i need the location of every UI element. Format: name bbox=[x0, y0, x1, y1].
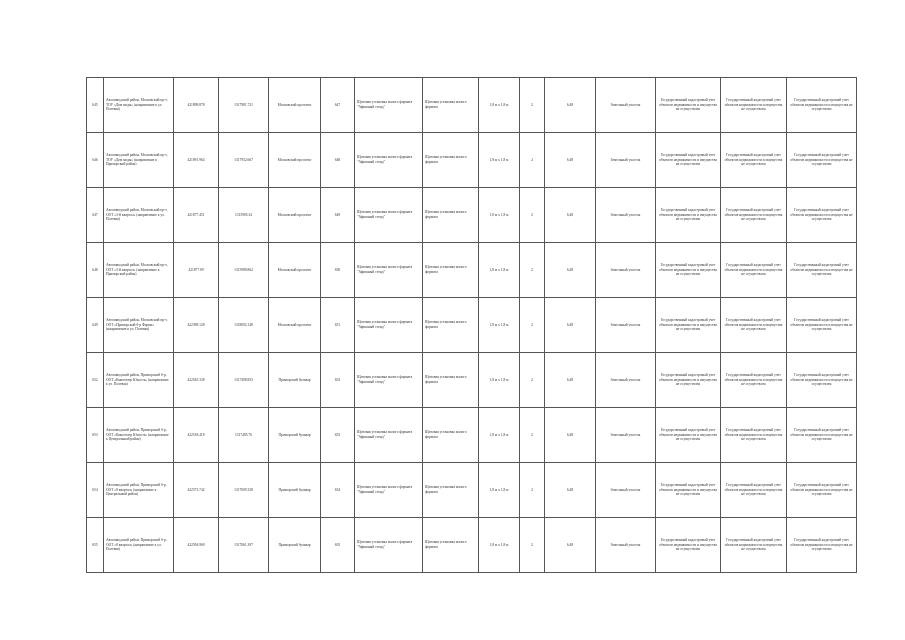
coord-x-cell: 421877.451 bbox=[174, 188, 219, 243]
coord-y-cell: 1317009.338 bbox=[219, 463, 269, 518]
construction-type-cell: Щитовая установка малого формата bbox=[423, 518, 479, 573]
construction-type-cell: Щитовая установка малого формата bbox=[423, 298, 479, 353]
construction-format-cell: Щитовая установка малого формата "Афишный стенд" bbox=[355, 353, 423, 408]
street-cell: Московский проспект bbox=[269, 188, 321, 243]
construction-type-cell: Щитовая установка малого формата bbox=[423, 78, 479, 133]
size-cell: 1,8 м х 1,8 м bbox=[479, 78, 520, 133]
area-cell: 6,48 bbox=[545, 463, 596, 518]
size-cell: 1,8 м х 1,8 м bbox=[479, 463, 520, 518]
address-cell: Автозаводский район, Московский пр-т, ООТ «Приморский б-р Фарма» (направление к ул. Полевая) bbox=[104, 298, 174, 353]
cadastral-note-1-cell: Государственный кадастровый учет объектов недвижимости и имущества не осуществлен bbox=[656, 78, 721, 133]
cadastral-note-2-cell: Государственный кадастровый учет объектов недвижимости и имущества не осуществлен bbox=[721, 298, 787, 353]
object-id-cell: 655 bbox=[321, 518, 355, 573]
address-cell: Автозаводский район, Московский пр-т, ООТ «3-й квартал» (направление к ул. Полевая) bbox=[104, 188, 174, 243]
area-cell: 6,48 bbox=[545, 298, 596, 353]
land-status-cell: Земельный участок bbox=[596, 133, 656, 188]
registry-table bbox=[86, 77, 857, 573]
table-row bbox=[87, 243, 857, 298]
street-cell: Московский проспект bbox=[269, 133, 321, 188]
size-cell: 1,8 м х 1,8 м bbox=[479, 298, 520, 353]
table-row bbox=[87, 78, 857, 133]
coord-x-cell: 421891.964 bbox=[174, 133, 219, 188]
coord-y-cell: 1317485.76 bbox=[219, 408, 269, 463]
object-id-cell: 651 bbox=[321, 298, 355, 353]
row-number: 648 bbox=[87, 243, 104, 298]
sides-count-cell: 2 bbox=[520, 78, 545, 133]
street-cell: Приморский бульвар bbox=[269, 463, 321, 518]
street-cell: Приморский бульвар bbox=[269, 353, 321, 408]
area-cell: 6,48 bbox=[545, 133, 596, 188]
table-row bbox=[87, 133, 857, 188]
cadastral-note-2-cell: Государственный кадастровый учет объектов недвижимости и имущества не осуществлен bbox=[721, 78, 787, 133]
cadastral-note-3-cell: Государственный кадастровый учет объектов недвижимости и имущества не осуществлен bbox=[787, 463, 857, 518]
coord-x-cell: 422545.338 bbox=[174, 353, 219, 408]
cadastral-note-3-cell: Государственный кадастровый учет объектов недвижимости и имущества не осуществлен bbox=[787, 518, 857, 573]
table-body bbox=[87, 78, 857, 573]
construction-type-cell: Щитовая установка малого формата bbox=[423, 353, 479, 408]
cadastral-note-3-cell: Государственный кадастровый учет объектов недвижимости и имущества не осуществлен bbox=[787, 78, 857, 133]
row-number: 653 bbox=[87, 408, 104, 463]
sides-count-cell: 2 bbox=[520, 463, 545, 518]
land-status-cell: Земельный участок bbox=[596, 188, 656, 243]
cadastral-note-3-cell: Государственный кадастровый учет объектов недвижимости и имущества не осуществлен bbox=[787, 408, 857, 463]
cadastral-note-2-cell: Государственный кадастровый учет объектов недвижимости и имущества не осуществлен bbox=[721, 243, 787, 298]
address-cell: Автозаводский район, Московский пр-т, ТОУ «Дом моды» (направление к ул. Полевая) bbox=[104, 78, 174, 133]
area-cell: 6,48 bbox=[545, 188, 596, 243]
coord-x-cell: 421877.89 bbox=[174, 243, 219, 298]
land-status-cell: Земельный участок bbox=[596, 518, 656, 573]
construction-format-cell: Щитовая установка малого формата "Афишный стенд" bbox=[355, 243, 423, 298]
sides-count-cell: 2 bbox=[520, 133, 545, 188]
cadastral-note-2-cell: Государственный кадастровый учет объектов недвижимости и имущества не осуществлен bbox=[721, 353, 787, 408]
address-cell: Автозаводский район, Приморский б-р, ООТ «Кинотеатр Юность» (направление к ул. Полевая) bbox=[104, 353, 174, 408]
coord-x-cell: 422594.969 bbox=[174, 518, 219, 573]
cadastral-note-3-cell: Государственный кадастровый учет объектов недвижимости и имущества не осуществлен bbox=[787, 188, 857, 243]
cadastral-note-1-cell: Государственный кадастровый учет объектов недвижимости и имущества не осуществлен bbox=[656, 463, 721, 518]
table-row bbox=[87, 518, 857, 573]
construction-format-cell: Щитовая установка малого формата "Афишный стенд" bbox=[355, 133, 423, 188]
coord-x-cell: 422573.742 bbox=[174, 463, 219, 518]
size-cell: 1,8 м х 1,8 м bbox=[479, 133, 520, 188]
coord-x-cell: 421898.878 bbox=[174, 78, 219, 133]
cadastral-note-3-cell: Государственный кадастровый учет объектов недвижимости и имущества не осуществлен bbox=[787, 243, 857, 298]
table-row bbox=[87, 353, 857, 408]
sides-count-cell: 2 bbox=[520, 298, 545, 353]
land-status-cell: Земельный участок bbox=[596, 298, 656, 353]
size-cell: 1,8 м х 1,8 м bbox=[479, 353, 520, 408]
cadastral-note-3-cell: Государственный кадастровый учет объектов недвижимости и имущества не осуществлен bbox=[787, 298, 857, 353]
row-number: 654 bbox=[87, 463, 104, 518]
object-id-cell: 652 bbox=[321, 353, 355, 408]
sides-count-cell: 2 bbox=[520, 353, 545, 408]
coord-y-cell: 1317932.667 bbox=[219, 133, 269, 188]
area-cell: 6,48 bbox=[545, 353, 596, 408]
construction-format-cell: Щитовая установка малого формата "Афишный стенд" bbox=[355, 298, 423, 353]
size-cell: 1,8 м х 1,8 м bbox=[479, 408, 520, 463]
construction-format-cell: Щитовая установка малого формата "Афишный стенд" bbox=[355, 463, 423, 518]
street-cell: Приморский бульвар bbox=[269, 518, 321, 573]
row-number: 646 bbox=[87, 133, 104, 188]
row-number: 649 bbox=[87, 298, 104, 353]
object-id-cell: 653 bbox=[321, 408, 355, 463]
coord-y-cell: 1315988.862 bbox=[219, 243, 269, 298]
construction-format-cell: Щитовая установка малого формата "Афишный стенд" bbox=[355, 518, 423, 573]
coord-y-cell: 1317981.721 bbox=[219, 78, 269, 133]
cadastral-note-1-cell: Государственный кадастровый учет объектов недвижимости и имущества не осуществлен bbox=[656, 408, 721, 463]
cadastral-note-1-cell: Государственный кадастровый учет объектов недвижимости и имущества не осуществлен bbox=[656, 188, 721, 243]
object-id-cell: 648 bbox=[321, 133, 355, 188]
address-cell: Автозаводский район, Приморский б-р, ООТ «Кинотеатр Юность» (направление к Центральный район) bbox=[104, 408, 174, 463]
construction-type-cell: Щитовая установка малого формата bbox=[423, 188, 479, 243]
land-status-cell: Земельный участок bbox=[596, 243, 656, 298]
address-cell: Автозаводский район, Московский пр-т, ООТ «3-й квартал» (направление к Приморский район) bbox=[104, 243, 174, 298]
area-cell: 6,48 bbox=[545, 408, 596, 463]
land-status-cell: Земельный участок bbox=[596, 408, 656, 463]
cadastral-note-2-cell: Государственный кадастровый учет объектов недвижимости и имущества не осуществлен bbox=[721, 463, 787, 518]
sides-count-cell: 2 bbox=[520, 408, 545, 463]
construction-format-cell: Щитовая установка малого формата "Афишный стенд" bbox=[355, 188, 423, 243]
cadastral-note-2-cell: Государственный кадастровый учет объектов недвижимости и имущества не осуществлен bbox=[721, 133, 787, 188]
coord-x-cell: 422518.418 bbox=[174, 408, 219, 463]
object-id-cell: 647 bbox=[321, 78, 355, 133]
cadastral-note-1-cell: Государственный кадастровый учет объектов недвижимости и имущества не осуществлен bbox=[656, 243, 721, 298]
size-cell: 1,8 м х 1,8 м bbox=[479, 518, 520, 573]
coord-y-cell: 1317061.397 bbox=[219, 518, 269, 573]
row-number: 655 bbox=[87, 518, 104, 573]
coord-y-cell: 1318092.148 bbox=[219, 298, 269, 353]
construction-type-cell: Щитовая установка малого формата bbox=[423, 463, 479, 518]
area-cell: 6,48 bbox=[545, 518, 596, 573]
sides-count-cell: 2 bbox=[520, 243, 545, 298]
cadastral-note-2-cell: Государственный кадастровый учет объектов недвижимости и имущества не осуществлен bbox=[721, 188, 787, 243]
address-cell: Автозаводский район, Московский пр-т, ТОУ «Дом моды» (направление к Приморский район) bbox=[104, 133, 174, 188]
land-status-cell: Земельный участок bbox=[596, 353, 656, 408]
address-cell: Автозаводский район, Приморский б-р, ООТ «8 квартал» (направление к Центральный район) bbox=[104, 463, 174, 518]
construction-type-cell: Щитовая установка малого формата bbox=[423, 408, 479, 463]
cadastral-note-2-cell: Государственный кадастровый учет объектов недвижимости и имущества не осуществлен bbox=[721, 408, 787, 463]
coord-y-cell: 1317498.853 bbox=[219, 353, 269, 408]
street-cell: Приморский бульвар bbox=[269, 408, 321, 463]
row-number: 652 bbox=[87, 353, 104, 408]
cadastral-note-3-cell: Государственный кадастровый учет объектов недвижимости и имущества не осуществлен bbox=[787, 353, 857, 408]
size-cell: 1,8 м х 1,8 м bbox=[479, 243, 520, 298]
construction-format-cell: Щитовая установка малого формата "Афишный стенд" bbox=[355, 408, 423, 463]
street-cell: Московский проспект bbox=[269, 78, 321, 133]
table-row bbox=[87, 298, 857, 353]
cadastral-note-1-cell: Государственный кадастровый учет объектов недвижимости и имущества не осуществлен bbox=[656, 298, 721, 353]
coord-y-cell: 1315985.34 bbox=[219, 188, 269, 243]
cadastral-note-1-cell: Государственный кадастровый учет объектов недвижимости и имущества не осуществлен bbox=[656, 518, 721, 573]
street-cell: Московский проспект bbox=[269, 243, 321, 298]
object-id-cell: 654 bbox=[321, 463, 355, 518]
area-cell: 6,48 bbox=[545, 243, 596, 298]
size-cell: 1,8 м х 1,8 м bbox=[479, 188, 520, 243]
sides-count-cell: 2 bbox=[520, 518, 545, 573]
cadastral-note-3-cell: Государственный кадастровый учет объектов недвижимости и имущества не осуществлен bbox=[787, 133, 857, 188]
cadastral-note-1-cell: Государственный кадастровый учет объектов недвижимости и имущества не осуществлен bbox=[656, 353, 721, 408]
coord-x-cell: 422398.128 bbox=[174, 298, 219, 353]
row-number: 647 bbox=[87, 188, 104, 243]
row-number: 645 bbox=[87, 78, 104, 133]
object-id-cell: 650 bbox=[321, 243, 355, 298]
construction-format-cell: Щитовая установка малого формата "Афишный стенд" bbox=[355, 78, 423, 133]
object-id-cell: 649 bbox=[321, 188, 355, 243]
land-status-cell: Земельный участок bbox=[596, 463, 656, 518]
area-cell: 6,48 bbox=[545, 78, 596, 133]
street-cell: Московский проспект bbox=[269, 298, 321, 353]
land-status-cell: Земельный участок bbox=[596, 78, 656, 133]
construction-type-cell: Щитовая установка малого формата bbox=[423, 133, 479, 188]
construction-type-cell: Щитовая установка малого формата bbox=[423, 243, 479, 298]
table-row bbox=[87, 463, 857, 518]
table-row bbox=[87, 408, 857, 463]
cadastral-note-1-cell: Государственный кадастровый учет объектов недвижимости и имущества не осуществлен bbox=[656, 133, 721, 188]
table-row bbox=[87, 188, 857, 243]
cadastral-note-2-cell: Государственный кадастровый учет объектов недвижимости и имущества не осуществлен bbox=[721, 518, 787, 573]
sides-count-cell: 2 bbox=[520, 188, 545, 243]
address-cell: Автозаводский район, Приморский б-р, ООТ «8 квартал» (направление к ул. Полевая) bbox=[104, 518, 174, 573]
